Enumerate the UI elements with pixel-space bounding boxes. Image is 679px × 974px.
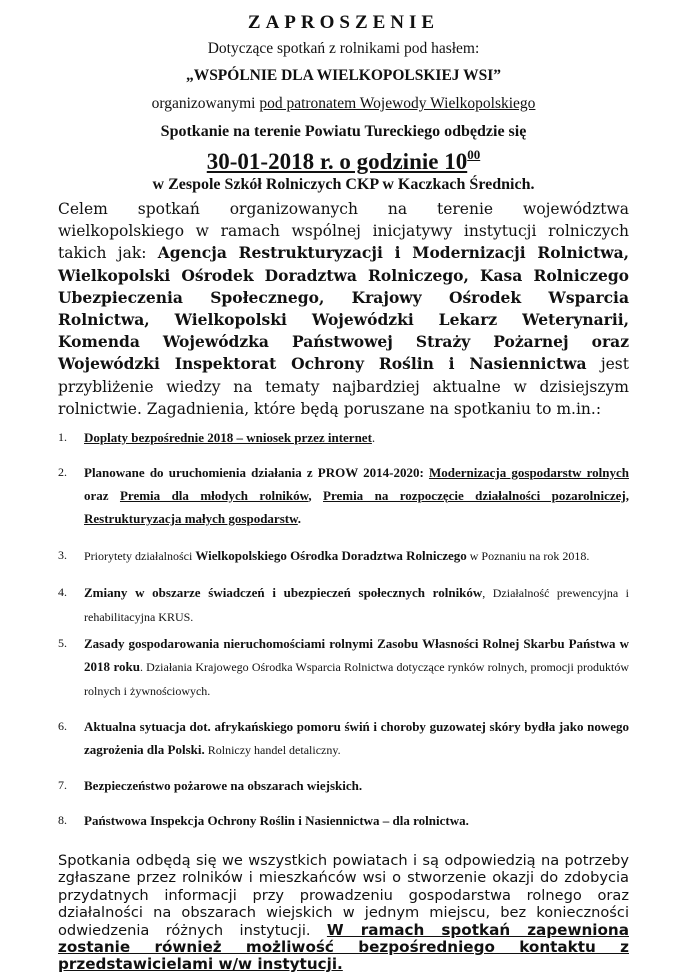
closing-emphasis: W ramach spotkań zapewniona zostanie również możliwość bezpośredniego kontaktu z przedstawicielami w/w instytucji.	[58, 920, 629, 974]
item-number: 5.	[58, 636, 67, 651]
institutions-list: Agencja Restrukturyzacji i Modernizacji Rolnictwa, Wielkopolski Ośrodek Doradztwa Rolniczego, Kasa Rolniczego Ubezpieczenia Społecznego, Krajowy Ośrodek Wsparcia Rolnictwa, Wielkopolski Wojewódzki Lekarz Weterynarii, Komenda Wojewódzka Państwowej Straży Pożarnej oraz Wojewódzki Inspektorat Ochrony Roślin i Nasiennictwa	[58, 243, 630, 374]
meeting-line: Spotkanie na terenie Powiatu Tureckiego odbędzie się	[160, 123, 527, 140]
item-number: 6.	[58, 719, 67, 734]
motto: „WSPÓLNIE DLA WIELKOPOLSKIEJ WSI”	[185, 67, 502, 84]
list-item: 5. Zasady gospodarowania nieruchomościami rolnymi Zasobu Własności Rolnej Skarbu Państwa w 2018 roku. Działania Krajowego Ośrodka Wsparcia Rolnictwa dotyczące rynków rolnych, promocji produktów rolnych i żywnościowych.	[58, 632, 629, 703]
program-pozarolnicza: Premia na rozpoczęcie działalności pozarolniczej	[323, 488, 626, 504]
closing-text: Spotkania odbędą się we wszystkich powiatach i są odpowiedzią na potrzeby zgłaszane przez rolników i mieszkańców wsi o stworzenie okazji do zdobycia przydatnych informacji przy prowadzeniu gospodarstwa rolnego oraz działalności na obszarach wiejskich w jednym miejscu, bez konieczności odwiedzenia różnych instytucji.	[58, 852, 629, 939]
list-item: 2. Planowane do uruchomienia działania z PROW 2014-2020: Modernizacja gospodarstw rolnych oraz Premia dla młodych rolników, Premia na rozpoczęcie działalności pozarolniczej, Restrukturyzacja małych gospodarstw.	[58, 461, 629, 530]
list-item: 4. Zmiany w obszarze świadczeń i ubezpieczeń społecznych rolników, Działalność prewencyjna i rehabilitacyjna KRUS.	[58, 581, 629, 629]
intro-post: jest przybliżenie wiedzy na tematy najbardziej aktualne w dzisiejszym rolnictwie. Zagadnienia, które będą poruszane na spotkaniu to m.in.:	[58, 355, 629, 418]
patronage-prefix: organizowanymi	[151, 95, 260, 112]
meeting-place: w Zespole Szkół Rolniczych CKP w Kaczkach Średnich.	[152, 176, 535, 193]
meeting-date-text: 30-01-2018 r. o godzinie 10	[206, 149, 468, 174]
document-title: ZAPROSZENIE	[247, 12, 440, 33]
program-mlodzi: Premia dla młodych rolników	[119, 488, 309, 504]
item-number: 3.	[58, 548, 67, 563]
patronage-text: pod patronatem Wojewody Wielkopolskiego	[259, 95, 536, 112]
meeting-date	[58, 141, 629, 176]
subtitle-line: Dotyczące spotkań z rolnikami pod hasłem:	[207, 40, 480, 57]
program-modernizacja: Modernizacja gospodarstw rolnych	[428, 465, 629, 481]
item-number: 2.	[58, 465, 67, 480]
item-number: 4.	[58, 585, 67, 600]
list-item: 8. Państwowa Inspekcja Ochrony Roślin i Nasiennictwa – dla rolnictwa.	[58, 809, 629, 832]
meeting-time-minutes: 00	[467, 147, 481, 162]
list-item: 7. Bezpieczeństwo pożarowe na obszarach wiejskich.	[58, 774, 629, 797]
item-title: Doplaty bezpośrednie 2018 – wniosek przez internet	[84, 430, 372, 446]
closing-paragraph	[58, 852, 629, 974]
item-number: 7.	[58, 778, 67, 793]
intro-pre: Celem spotkań organizowanych na terenie województwa wielkopolskiego w ramach wspólnej inicjatywy instytucji rolniczych takich jak:	[58, 200, 629, 263]
list-item: 3. Priorytety działalności Wielkopolskiego Ośrodka Doradztwa Rolniczego w Poznaniu na rok 2018.	[58, 544, 629, 568]
list-item: 6. Aktualna sytuacja dot. afrykańskiego pomoru świń i choroby guzowatej skóry bydła jako nowego zagrożenia dla Polski. Rolniczy handel detaliczny.	[58, 715, 629, 762]
patronage-line	[58, 95, 629, 113]
program-restrukturyzacja: Restrukturyzacja małych gospodarstw	[84, 511, 298, 527]
item-number: 8.	[58, 813, 67, 828]
topics-list	[58, 426, 629, 832]
list-item: 1. Doplaty bezpośrednie 2018 – wniosek przez internet.	[58, 426, 629, 449]
intro-paragraph	[58, 198, 629, 420]
item-number: 1.	[58, 430, 67, 445]
